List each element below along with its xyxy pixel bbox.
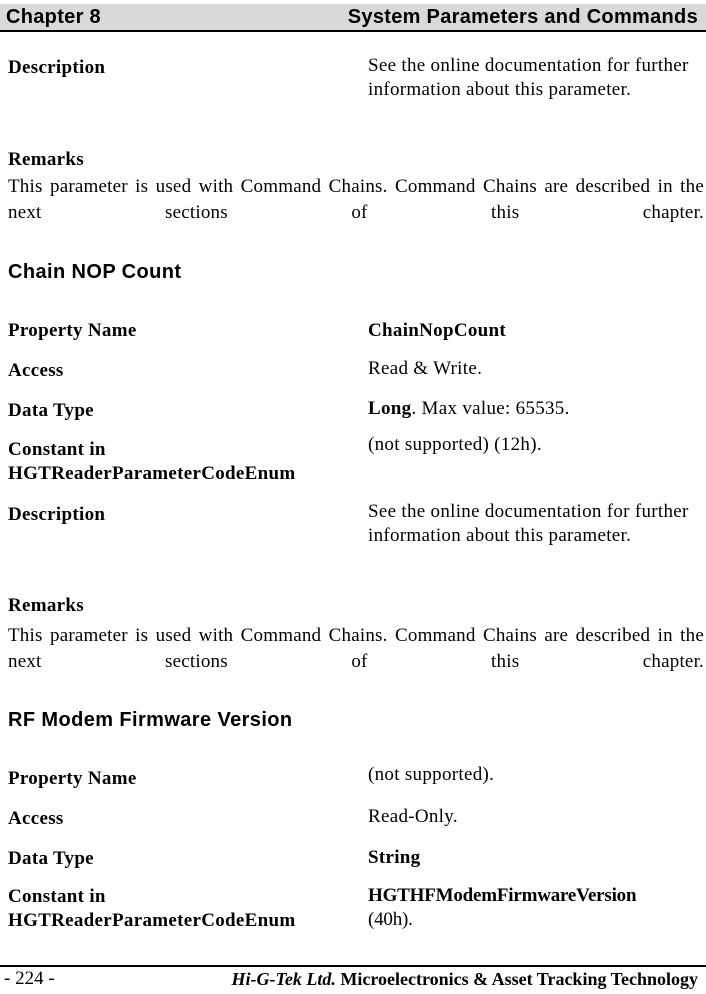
- remarks-label: Remarks: [8, 149, 84, 170]
- constant-value-rest: (40h).: [368, 909, 413, 930]
- constant-label-line2: HGTReaderParameterCodeEnum: [8, 910, 296, 931]
- chapter-label: Chapter 8: [6, 6, 101, 28]
- access-value: Read-Only.: [368, 806, 458, 827]
- constant-label: [8, 885, 358, 933]
- remarks-text: This parameter is used with Command Chains. Command Chains are described in the next sections of this chapter.: [8, 176, 704, 223]
- property-name-value: (not supported).: [368, 764, 495, 785]
- access-value: Read & Write.: [368, 358, 483, 379]
- section-title-rf-modem-firmware-version: RF Modem Firmware Version: [8, 709, 293, 731]
- constant-value: (not supported) (12h).: [368, 434, 542, 455]
- property-name-label: Property Name: [8, 768, 137, 789]
- property-name-label: Property Name: [8, 320, 137, 341]
- data-type-rest: . Max value: 65535.: [411, 398, 570, 419]
- description-label: Description: [8, 57, 106, 78]
- description-value: See the online documentation for further information about this parameter.: [368, 501, 689, 546]
- footer-company: [232, 966, 698, 992]
- company-name: Hi-G-Tek Ltd.: [231, 969, 336, 989]
- page-number: - 224 -: [4, 968, 55, 989]
- data-type-bold: Long: [368, 398, 412, 419]
- constant-label-line1: Constant in: [8, 886, 106, 907]
- description-label: Description: [8, 504, 106, 525]
- property-name-value: ChainNopCount: [368, 320, 507, 341]
- access-label: Access: [8, 808, 64, 829]
- company-tagline: Microelectronics & Asset Tracking Technology: [340, 969, 698, 989]
- data-type-label: Data Type: [8, 848, 94, 869]
- data-type-label: Data Type: [8, 400, 94, 421]
- data-type-value: [368, 397, 704, 421]
- constant-value-bold: HGTHFModemFirmwareVersion: [368, 885, 637, 906]
- section-title-chain-nop-count: Chain NOP Count: [8, 261, 182, 283]
- constant-label-line2: HGTReaderParameterCodeEnum: [8, 463, 296, 484]
- description-value: See the online documentation for further information about this parameter.: [368, 55, 689, 100]
- constant-label: [8, 438, 358, 486]
- page-header: [0, 4, 706, 32]
- data-type-value: String: [368, 847, 421, 868]
- remarks-text: This parameter is used with Command Chains. Command Chains are described in the next sections of this chapter.: [8, 625, 704, 672]
- remarks-label: Remarks: [8, 595, 84, 616]
- chapter-title: System Parameters and Commands: [347, 6, 698, 28]
- access-label: Access: [8, 360, 64, 381]
- constant-value: [368, 884, 704, 932]
- constant-label-line1: Constant in: [8, 439, 106, 460]
